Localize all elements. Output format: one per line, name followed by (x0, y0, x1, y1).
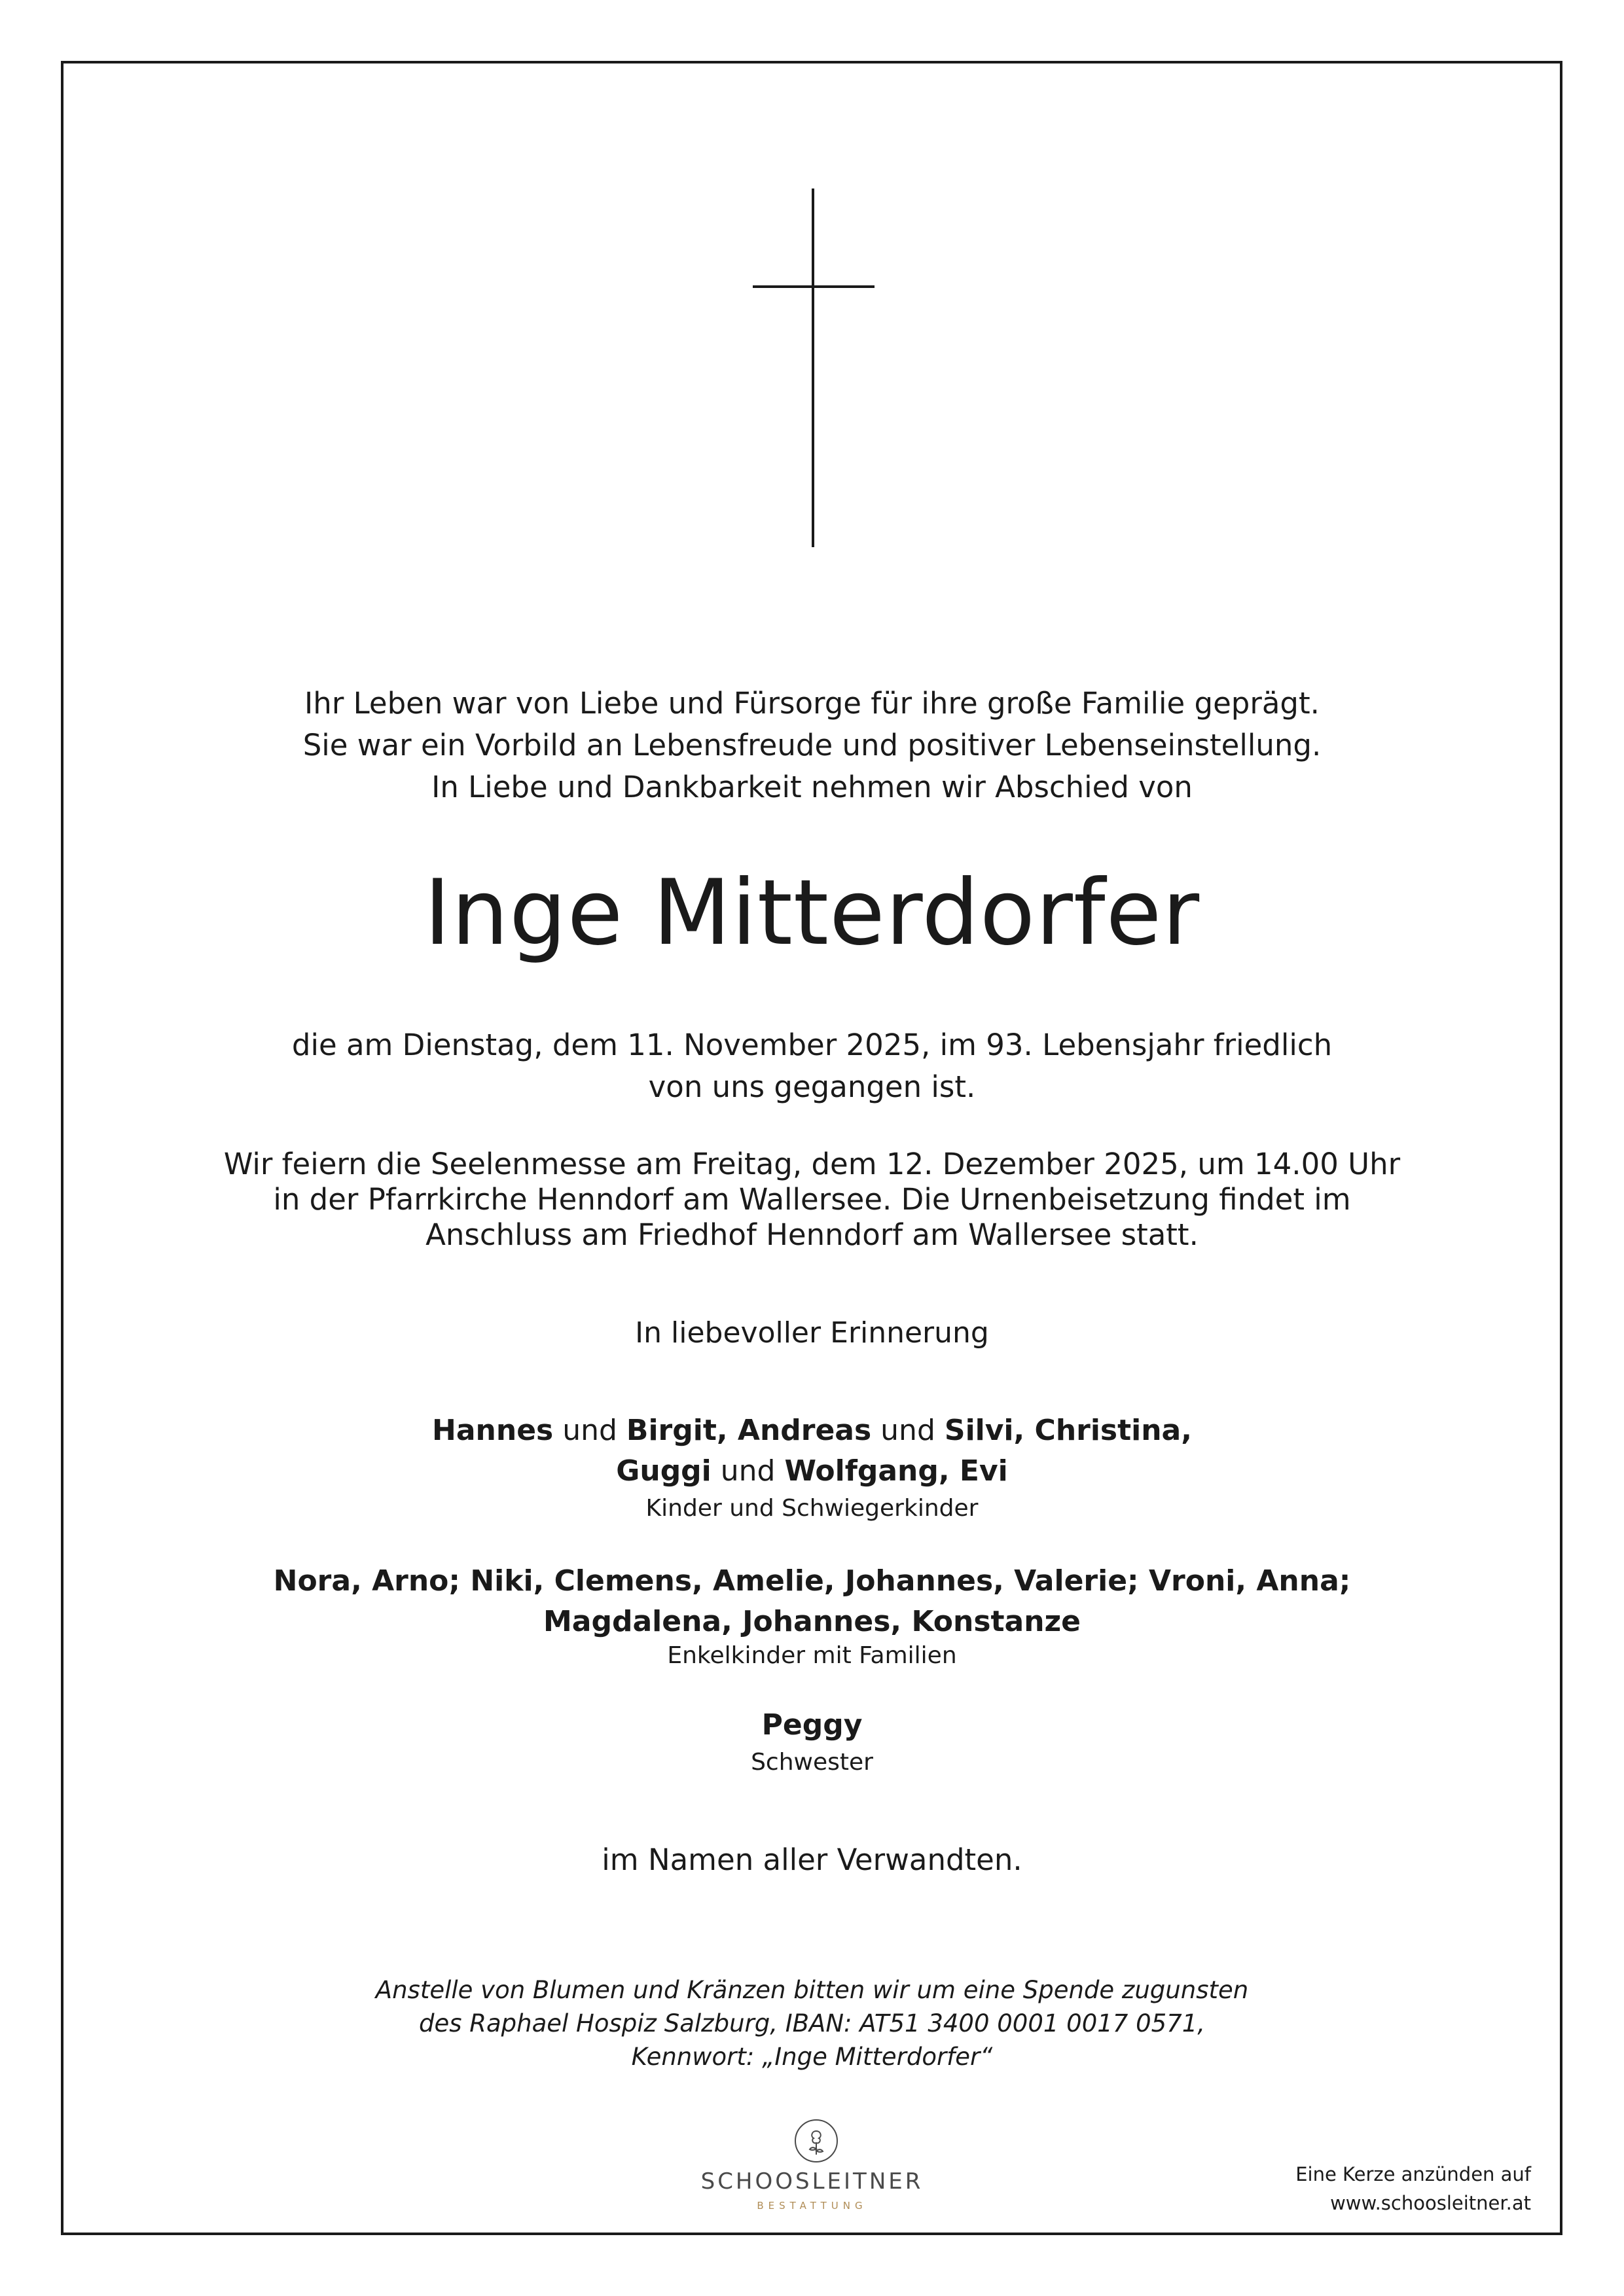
memory-heading: In liebevoller Erinnerung (635, 1316, 989, 1350)
grandchildren-role: Enkelkinder mit Familien (667, 1642, 957, 1669)
donation-line: des Raphael Hospiz Salzburg, IBAN: AT51 3400 0001 0017 0571, (418, 2009, 1206, 2037)
death-notice (0, 1024, 1624, 1108)
donation-line: Kennwort: „Inge Mitterdorfer“ (631, 2043, 993, 2071)
children-names (0, 1410, 1624, 1492)
death-line: die am Dienstag, dem 11. November 2025, im 93. Lebensjahr friedlich (291, 1028, 1333, 1062)
candle-text: Eine Kerze anzünden auf (1295, 2163, 1531, 2185)
intro-line: Sie war ein Vorbild an Lebensfreude und positiver Lebenseinstellung. (302, 728, 1322, 762)
mass-line: Wir feiern die Seelenmesse am Freitag, dem 12. Dezember 2025, um 14.00 Uhr (223, 1147, 1401, 1181)
child-name: Hannes (432, 1414, 554, 1447)
company-logo-name: SCHOOSLEITNER (700, 2168, 924, 2195)
children-role: Kinder und Schwiegerkinder (645, 1495, 979, 1522)
child-name: Guggi (616, 1454, 712, 1488)
intro-line: Ihr Leben war von Liebe und Fürsorge für ihre große Familie geprägt. (304, 686, 1320, 721)
conjunction: und (553, 1414, 626, 1447)
grandchildren-line: Nora, Arno; Niki, Clemens, Amelie, Johannes, Valerie; Vroni, Anna; (273, 1564, 1351, 1598)
sister-role: Schwester (751, 1749, 873, 1776)
rose-logo-icon (793, 2118, 839, 2164)
child-name: Birgit, Andreas (626, 1414, 872, 1447)
grandchildren-line: Magdalena, Johannes, Konstanze (543, 1605, 1081, 1638)
donation-line: Anstelle von Blumen und Kränzen bitten wir um eine Spende zugunsten (375, 1976, 1249, 2004)
deceased-name: Inge Mitterdorfer (424, 860, 1200, 965)
child-name: Wolfgang, Evi (784, 1454, 1008, 1488)
children-line (0, 1451, 1624, 1492)
funeral-details (0, 1147, 1624, 1253)
relatives-line: im Namen aller Verwandten. (602, 1842, 1022, 1877)
mass-line: Anschluss am Friedhof Henndorf am Wallersee statt. (425, 1217, 1199, 1252)
death-line: von uns gegangen ist. (648, 1069, 976, 1104)
company-logo-subtitle: BESTATTUNG (757, 2200, 867, 2212)
sister-name: Peggy (761, 1708, 863, 1742)
grandchildren-names (0, 1561, 1624, 1642)
conjunction: und (871, 1414, 945, 1447)
intro-line: In Liebe und Dankbarkeit nehmen wir Abschied von (431, 770, 1193, 804)
donation-request (0, 1973, 1624, 2073)
conjunction: und (711, 1454, 785, 1488)
intro-text (0, 683, 1624, 808)
mass-line: in der Pfarrkirche Henndorf am Wallersee. Die Urnenbeisetzung findet im (273, 1182, 1351, 1217)
candle-url[interactable]: www.schoosleitner.at (1330, 2192, 1531, 2214)
children-line (0, 1410, 1624, 1451)
child-name: Silvi, Christina, (944, 1414, 1192, 1447)
candle-link[interactable] (1138, 2160, 1531, 2217)
